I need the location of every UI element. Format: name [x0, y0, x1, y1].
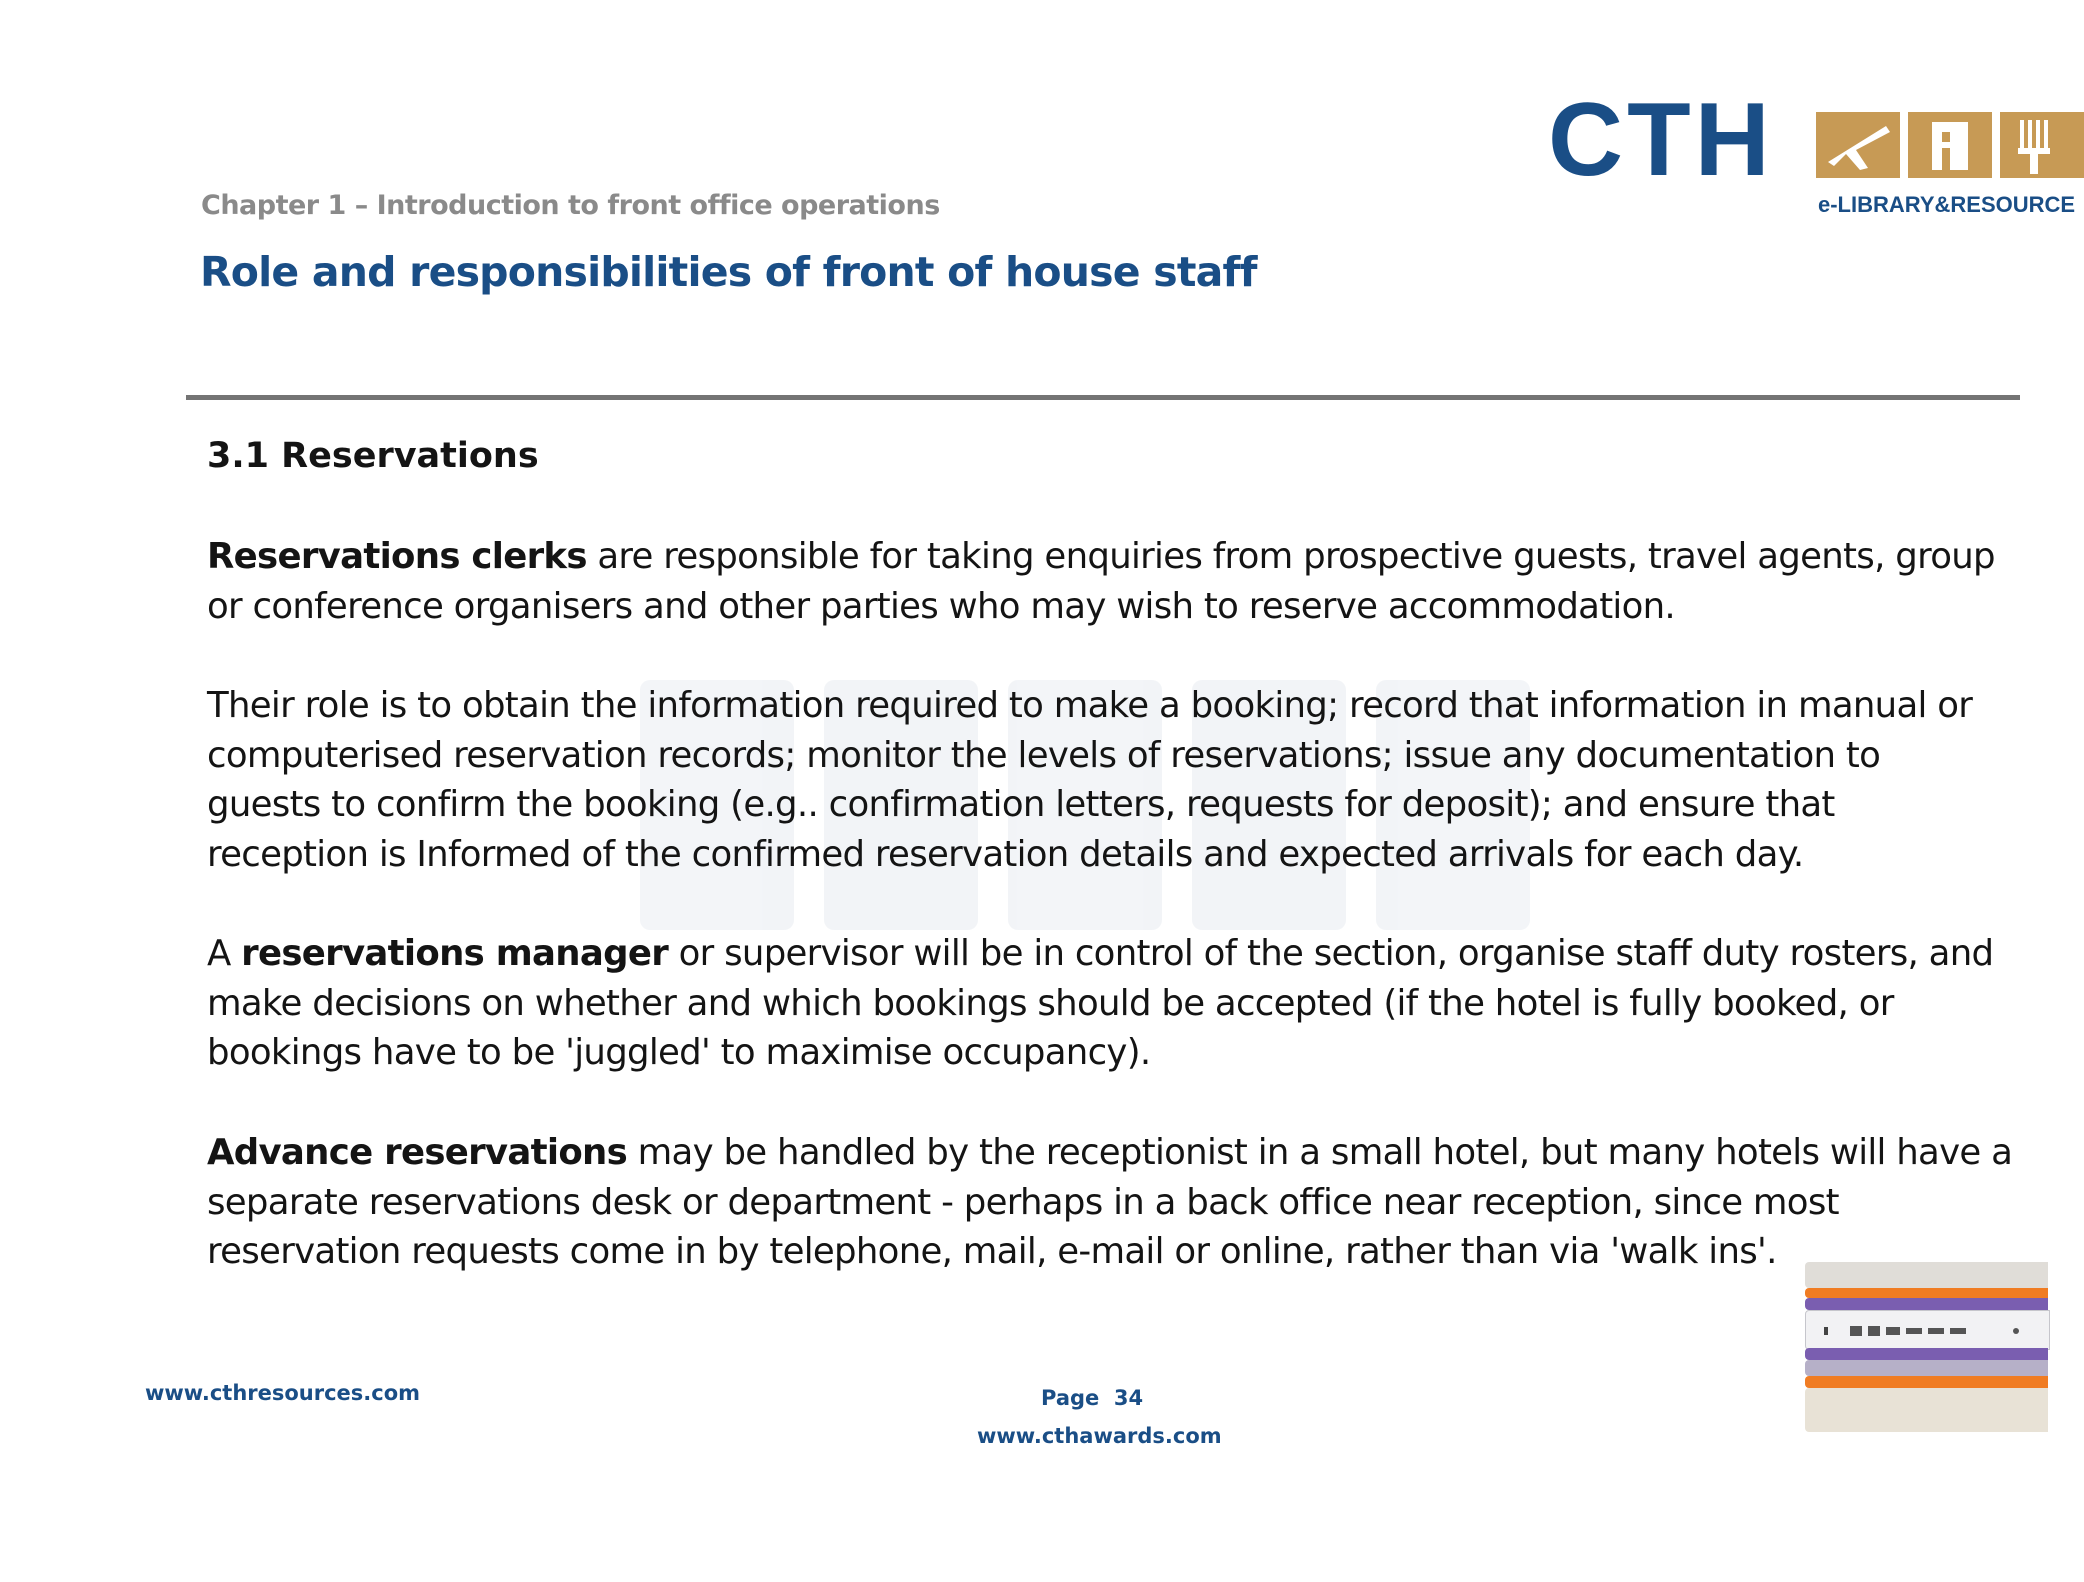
- chapter-heading: Chapter 1 – Introduction to front office operations: [201, 190, 940, 221]
- paragraph-line: or conference organisers and other parties who may wish to reserve accommodation.: [207, 585, 1675, 627]
- book: [1805, 1388, 2048, 1432]
- book: [1805, 1348, 2048, 1360]
- hotel-icon: [1908, 112, 1992, 178]
- airplane-icon: [1816, 112, 1900, 178]
- footer-awards-link[interactable]: www.cthawards.com: [977, 1424, 1222, 1448]
- paragraph-line: reservation requests come in by telephone, mail, e-mail or online, rather than via 'walk ins'.: [207, 1231, 1777, 1272]
- bold-term: reservations manager: [241, 933, 669, 974]
- paragraph-line: [207, 929, 2007, 979]
- paragraph-line: computerised reservation records; monitor the levels of reservations; issue any documentation to: [207, 734, 1881, 776]
- book: [1805, 1360, 2048, 1376]
- paragraph-line: Their role is to obtain the information required to make a booking; record that information in manual or: [207, 685, 1973, 726]
- bold-term: Advance reservations: [207, 1132, 628, 1173]
- logo-wordmark: CTH: [1548, 82, 1774, 198]
- cth-logo: [1548, 82, 2076, 220]
- paragraph-reservations-manager: [207, 929, 2007, 1078]
- paragraph-text: or supervisor will be in control of the section, organise staff duty rosters, and: [668, 933, 1994, 974]
- page-number: [1041, 1386, 1143, 1410]
- paragraph-advance-reservations: [207, 1128, 2013, 1277]
- bold-term: Reservations clerks: [207, 536, 587, 577]
- paragraph-line: bookings have to be 'juggled' to maximise occupancy).: [207, 1032, 1151, 1073]
- logo-tagline: e-LIBRARY&RESOURCE: [1818, 192, 2076, 217]
- paragraph-line: [207, 532, 2007, 582]
- book: [1805, 1376, 2048, 1388]
- section-title: 3.1 Reservations: [207, 436, 539, 476]
- page-title: Role and responsibilities of front of house staff: [200, 248, 1257, 296]
- paragraph-text: A: [207, 933, 242, 974]
- footer-resources-link[interactable]: www.cthresources.com: [145, 1381, 421, 1405]
- paragraph-reservations-clerks: [207, 532, 2007, 631]
- book: [1805, 1298, 2048, 1310]
- laptop: [1805, 1310, 2050, 1350]
- paragraph-line: make decisions on whether and which bookings should be accepted (if the hotel is fully booked, or: [207, 982, 1894, 1024]
- paragraph-line: separate reservations desk or department - perhaps in a back office near reception, since most: [207, 1181, 1839, 1223]
- paragraph-role: [207, 681, 2007, 879]
- cutlery-icon: [2000, 112, 2084, 178]
- book: [1805, 1288, 2048, 1298]
- header-divider: [186, 395, 2020, 400]
- paragraph-line: guests to confirm the booking (e.g.. confirmation letters, requests for deposit); and ensure that: [207, 784, 1835, 825]
- paragraph-line: [207, 1128, 2013, 1178]
- page-label: Page: [1041, 1386, 1100, 1410]
- book: [1805, 1262, 2048, 1288]
- books-stack-image: [1805, 1262, 2048, 1432]
- paragraph-text: may be handled by the receptionist in a small hotel, but many hotels will have a: [627, 1132, 2013, 1173]
- paragraph-line: reception is Informed of the confirmed reservation details and expected arrivals for each day.: [207, 833, 1804, 875]
- page-number-value: 34: [1113, 1386, 1144, 1410]
- paragraph-text: are responsible for taking enquiries from prospective guests, travel agents, group: [586, 536, 1995, 577]
